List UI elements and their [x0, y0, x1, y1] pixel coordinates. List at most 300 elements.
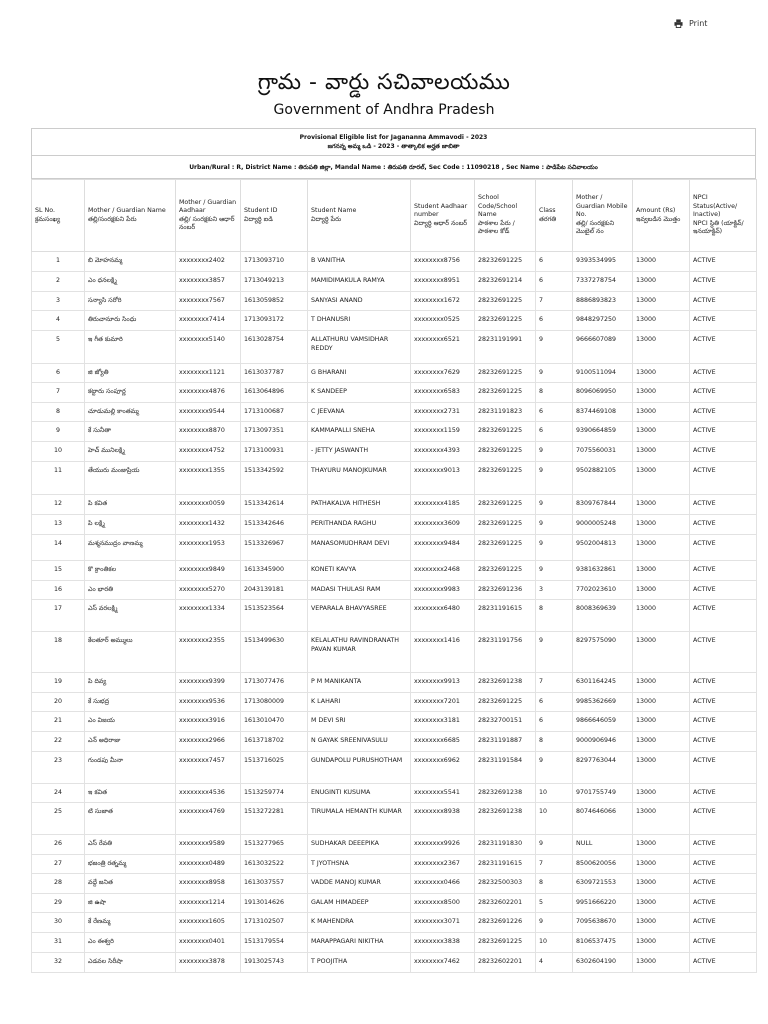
table-cell: 9: [536, 442, 573, 462]
table-cell: 8297763044: [573, 752, 633, 784]
table-cell: చూడుమల్లి కాంతమ్మ: [85, 403, 176, 422]
table-cell: xxxxxxxx3181: [411, 712, 475, 732]
table-cell: 1513523564: [241, 600, 308, 632]
table-cell: xxxxxxxx6962: [411, 752, 475, 784]
table-cell: xxxxxxxx5140: [176, 331, 241, 364]
table-cell: జి ఉషా: [85, 894, 176, 913]
table-cell: 6: [536, 403, 573, 422]
table-cell: 28232691225: [475, 535, 536, 561]
table-cell: xxxxxxxx0525: [411, 311, 475, 331]
table-cell: 9502004813: [573, 535, 633, 561]
table-row: [32, 632, 757, 673]
table-cell: 28231191584: [475, 752, 536, 784]
table-cell: xxxxxxxx1334: [176, 600, 241, 632]
table-cell: 28232700151: [475, 712, 536, 732]
table-cell: 1513342614: [241, 495, 308, 515]
table-cell: ENUGINTI KUSUMA: [308, 784, 411, 803]
table-cell: ACTIVE: [690, 292, 757, 311]
table-cell: 28232691225: [475, 422, 536, 442]
table-cell: 6: [536, 252, 573, 272]
report-filters: Urban/Rural : R, District Name : తిరుపతి జిల్లా, Mandal Name : తిరుపతి రూరల్, Sec Code : 11090218 , Sec Name : పాడిపేట సచివాలయం: [32, 156, 755, 179]
table-cell: 1713100931: [241, 442, 308, 462]
table-cell: భజంత్రి రత్నమ్మ: [85, 855, 176, 874]
table-cell: 6: [32, 364, 85, 383]
table-cell: 10: [536, 933, 573, 953]
table-cell: 13000: [633, 311, 690, 331]
table-cell: 13000: [633, 442, 690, 462]
table-cell: 1713102507: [241, 913, 308, 933]
table-cell: 9: [536, 331, 573, 364]
table-cell: 25: [32, 803, 85, 835]
table-cell: ACTIVE: [690, 561, 757, 581]
table-cell: 1913014626: [241, 894, 308, 913]
table-cell: 1513277965: [241, 835, 308, 855]
table-cell: B VANITHA: [308, 252, 411, 272]
table-cell: 9502882105: [573, 462, 633, 495]
table-cell: 28232691225: [475, 933, 536, 953]
table-cell: xxxxxxxx7201: [411, 693, 475, 712]
table-cell: 13000: [633, 383, 690, 403]
table-cell: ఇ కవిత: [85, 784, 176, 803]
table-cell: xxxxxxxx4769: [176, 803, 241, 835]
table-row: [32, 535, 757, 561]
table-cell: xxxxxxxx3071: [411, 913, 475, 933]
table-cell: 28232602201: [475, 894, 536, 913]
table-cell: xxxxxxxx4536: [176, 784, 241, 803]
table-cell: 8: [536, 732, 573, 752]
table-cell: 2043139181: [241, 581, 308, 600]
table-cell: 9: [536, 835, 573, 855]
table-row: [32, 292, 757, 311]
table-cell: xxxxxxxx9849: [176, 561, 241, 581]
table-cell: ACTIVE: [690, 535, 757, 561]
table-cell: 9393534995: [573, 252, 633, 272]
table-cell: 13000: [633, 835, 690, 855]
table-cell: ACTIVE: [690, 272, 757, 292]
table-cell: 7702023610: [573, 581, 633, 600]
table-row: [32, 835, 757, 855]
table-cell: ఎస్ వరలక్ష్మి: [85, 600, 176, 632]
table-cell: ACTIVE: [690, 673, 757, 693]
table-cell: జి జ్యోతి: [85, 364, 176, 383]
table-cell: 8: [536, 383, 573, 403]
table-cell: 31: [32, 933, 85, 953]
table-cell: xxxxxxxx1432: [176, 515, 241, 535]
table-cell: xxxxxxxx4752: [176, 442, 241, 462]
table-cell: 8: [536, 874, 573, 894]
table-cell: 13000: [633, 581, 690, 600]
table-cell: 24: [32, 784, 85, 803]
table-cell: xxxxxxxx5270: [176, 581, 241, 600]
table-cell: 29: [32, 894, 85, 913]
table-cell: 9: [536, 913, 573, 933]
table-cell: ACTIVE: [690, 632, 757, 673]
report-heading-te: జగనన్న అమ్మ ఒడి - 2023 - తాత్కాలిక అర్హత జాబితా: [327, 143, 460, 150]
table-cell: 9: [536, 364, 573, 383]
report-heading: [32, 129, 755, 156]
table-cell: 1713100687: [241, 403, 308, 422]
table-cell: 13000: [633, 364, 690, 383]
table-cell: వద్దే జనిత: [85, 874, 176, 894]
table-cell: xxxxxxxx0401: [176, 933, 241, 953]
table-row: [32, 561, 757, 581]
table-cell: 28232691225: [475, 442, 536, 462]
table-cell: 9390664859: [573, 422, 633, 442]
table-row: [32, 913, 757, 933]
table-cell: 13000: [633, 495, 690, 515]
table-cell: xxxxxxxx7457: [176, 752, 241, 784]
table-cell: 7337278754: [573, 272, 633, 292]
table-cell: 1613059852: [241, 292, 308, 311]
table-cell: 1613037787: [241, 364, 308, 383]
table-cell: ఎడవల సిరీషా: [85, 953, 176, 973]
table-cell: T JYOTHSNA: [308, 855, 411, 874]
table-cell: 11: [32, 462, 85, 495]
table-cell: 28232691214: [475, 272, 536, 292]
column-header: SL No. క్రమసంఖ్య: [32, 180, 85, 252]
table-cell: బి మోహనమ్మ: [85, 252, 176, 272]
table-cell: xxxxxxxx3916: [176, 712, 241, 732]
table-cell: K LAHARI: [308, 693, 411, 712]
table-cell: 28232691225: [475, 561, 536, 581]
table-row: [32, 422, 757, 442]
table-cell: xxxxxxxx3857: [176, 272, 241, 292]
table-cell: 8309767844: [573, 495, 633, 515]
table-cell: xxxxxxxx6521: [411, 331, 475, 364]
table-cell: 9: [536, 561, 573, 581]
table-cell: 28232691225: [475, 311, 536, 331]
table-cell: KAMMAPALLI SNEHA: [308, 422, 411, 442]
table-cell: 9000005248: [573, 515, 633, 535]
table-cell: 28231191887: [475, 732, 536, 752]
table-cell: ACTIVE: [690, 442, 757, 462]
table-cell: ACTIVE: [690, 462, 757, 495]
table-cell: 8297575090: [573, 632, 633, 673]
table-cell: ACTIVE: [690, 403, 757, 422]
table-cell: 13000: [633, 535, 690, 561]
table-cell: 6301164245: [573, 673, 633, 693]
table-row: [32, 953, 757, 973]
table-cell: 12: [32, 495, 85, 515]
table-cell: 10: [536, 803, 573, 835]
table-cell: 28231191615: [475, 855, 536, 874]
table-cell: 28232691225: [475, 252, 536, 272]
table-cell: xxxxxxxx1672: [411, 292, 475, 311]
table-cell: xxxxxxxx8951: [411, 272, 475, 292]
table-cell: 1613010470: [241, 712, 308, 732]
column-header: Student Aadhaar number విద్యార్థి ఆధార్ నంబర్: [411, 180, 475, 252]
table-cell: 22: [32, 732, 85, 752]
table-cell: ACTIVE: [690, 422, 757, 442]
table-cell: xxxxxxxx7462: [411, 953, 475, 973]
table-cell: ACTIVE: [690, 803, 757, 835]
table-cell: ACTIVE: [690, 835, 757, 855]
column-header: NPCI Status(Active/ Inactive) NPCI స్థితి (యాక్టివ్/ ఇనయాక్టివ్): [690, 180, 757, 252]
column-header: Class తరగతి: [536, 180, 573, 252]
table-cell: ACTIVE: [690, 894, 757, 913]
print-label: Print: [689, 19, 708, 28]
table-cell: 13000: [633, 855, 690, 874]
table-cell: 7095638670: [573, 913, 633, 933]
table-cell: 9985362669: [573, 693, 633, 712]
table-cell: ACTIVE: [690, 311, 757, 331]
table-cell: 13000: [633, 933, 690, 953]
table-cell: 8500620056: [573, 855, 633, 874]
table-cell: 7: [536, 673, 573, 693]
table-cell: 9100511094: [573, 364, 633, 383]
table-cell: 28232691225: [475, 292, 536, 311]
table-cell: 9: [536, 462, 573, 495]
table-cell: ACTIVE: [690, 913, 757, 933]
table-cell: టి సుజాత: [85, 803, 176, 835]
table-cell: 28232691225: [475, 364, 536, 383]
table-cell: xxxxxxxx8756: [411, 252, 475, 272]
table-cell: 20: [32, 693, 85, 712]
table-cell: 13000: [633, 600, 690, 632]
table-row: [32, 874, 757, 894]
table-cell: 28232691238: [475, 803, 536, 835]
table-cell: xxxxxxxx9926: [411, 835, 475, 855]
table-cell: xxxxxxxx0059: [176, 495, 241, 515]
table-cell: xxxxxxxx4393: [411, 442, 475, 462]
table-cell: 1613064896: [241, 383, 308, 403]
table-cell: 28232691225: [475, 693, 536, 712]
table-row: [32, 364, 757, 383]
table-row: [32, 515, 757, 535]
table-cell: 13000: [633, 462, 690, 495]
table-cell: P M MANIKANTA: [308, 673, 411, 693]
table-row: [32, 403, 757, 422]
table-cell: తేయురు మంజుప్రియ: [85, 462, 176, 495]
table-cell: 30: [32, 913, 85, 933]
table-cell: సన్యాసి సరోరి: [85, 292, 176, 311]
table-cell: xxxxxxxx3838: [411, 933, 475, 953]
table-cell: 13000: [633, 632, 690, 673]
table-cell: ఎం విజయ: [85, 712, 176, 732]
table-cell: xxxxxxxx4185: [411, 495, 475, 515]
table-cell: ACTIVE: [690, 693, 757, 712]
table-cell: ఎం ధనలక్ష్మి: [85, 272, 176, 292]
table-cell: MANASOMUDHRAM DEVI: [308, 535, 411, 561]
table-cell: 28231191756: [475, 632, 536, 673]
table-cell: 13000: [633, 894, 690, 913]
table-cell: 15: [32, 561, 85, 581]
table-cell: కొ క్రాంతికల: [85, 561, 176, 581]
table-cell: ACTIVE: [690, 752, 757, 784]
table-cell: 13000: [633, 272, 690, 292]
table-row: [32, 894, 757, 913]
table-cell: 8106537475: [573, 933, 633, 953]
table-cell: PATHAKALVA HITHESH: [308, 495, 411, 515]
table-cell: కే రేణమ్మ: [85, 913, 176, 933]
table-cell: xxxxxxxx2731: [411, 403, 475, 422]
table-cell: 10: [32, 442, 85, 462]
printer-icon: [674, 19, 683, 28]
table-cell: 28232691225: [475, 515, 536, 535]
table-cell: xxxxxxxx5541: [411, 784, 475, 803]
table-cell: 2: [32, 272, 85, 292]
table-row: [32, 272, 757, 292]
print-button[interactable]: [674, 19, 707, 28]
table-row: [32, 933, 757, 953]
table-cell: VEPARALA BHAVYASREE: [308, 600, 411, 632]
table-row: [32, 442, 757, 462]
table-cell: 13000: [633, 732, 690, 752]
table-cell: ACTIVE: [690, 252, 757, 272]
table-cell: 13000: [633, 292, 690, 311]
table-cell: 28231191830: [475, 835, 536, 855]
table-cell: NULL: [573, 835, 633, 855]
table-cell: xxxxxxxx1416: [411, 632, 475, 673]
table-cell: SUDHAKAR DEEEPIKA: [308, 835, 411, 855]
table-cell: 8886893823: [573, 292, 633, 311]
table-cell: 28232691225: [475, 383, 536, 403]
table-cell: xxxxxxxx2468: [411, 561, 475, 581]
table-cell: 28232691236: [475, 581, 536, 600]
table-row: [32, 803, 757, 835]
table-cell: - JETTY JASWANTH: [308, 442, 411, 462]
table-cell: T DHANUSRI: [308, 311, 411, 331]
table-cell: ALLATHURU VAMSIDHAR REDDY: [308, 331, 411, 364]
table-cell: 28: [32, 874, 85, 894]
page-title-english: Government of Andhra Pradesh: [273, 102, 495, 118]
table-cell: 6: [536, 311, 573, 331]
table-cell: 1613718702: [241, 732, 308, 752]
table-cell: xxxxxxxx7629: [411, 364, 475, 383]
table-cell: ACTIVE: [690, 712, 757, 732]
table-cell: 9: [536, 515, 573, 535]
table-cell: 14: [32, 535, 85, 561]
table-cell: తిరుచానూరు సింధు: [85, 311, 176, 331]
table-cell: 28232691225: [475, 495, 536, 515]
table-cell: VADDE MANOJ KUMAR: [308, 874, 411, 894]
table-cell: ACTIVE: [690, 784, 757, 803]
table-cell: ACTIVE: [690, 515, 757, 535]
table-cell: K SANDEEP: [308, 383, 411, 403]
table-cell: 13000: [633, 913, 690, 933]
table-cell: 27: [32, 855, 85, 874]
table-cell: GUNDAPOLU PURUSHOTHAM: [308, 752, 411, 784]
table-cell: xxxxxxxx9913: [411, 673, 475, 693]
table-cell: 1513342592: [241, 462, 308, 495]
table-cell: 7: [32, 383, 85, 403]
table-cell: 13000: [633, 752, 690, 784]
table-cell: పి కవిత: [85, 495, 176, 515]
table-cell: 32: [32, 953, 85, 973]
table-cell: కేలతూర్ అమ్ములు: [85, 632, 176, 673]
table-cell: 1613037557: [241, 874, 308, 894]
table-cell: 13000: [633, 673, 690, 693]
table-cell: 1513499630: [241, 632, 308, 673]
table-row: [32, 693, 757, 712]
table-row: [32, 732, 757, 752]
table-cell: ఎం ఈశ్వరి: [85, 933, 176, 953]
table-cell: MARAPPAGARI NIKITHA: [308, 933, 411, 953]
table-row: [32, 383, 757, 403]
table-cell: M DEVI SRI: [308, 712, 411, 732]
table-cell: xxxxxxxx8870: [176, 422, 241, 442]
table-cell: 8: [536, 600, 573, 632]
table-row: [32, 331, 757, 364]
table-cell: N GAYAK SREENIVASULU: [308, 732, 411, 752]
column-header: Student ID విద్యార్థి ఐడి: [241, 180, 308, 252]
table-cell: xxxxxxxx6583: [411, 383, 475, 403]
table-cell: 8074646066: [573, 803, 633, 835]
table-cell: 1713093710: [241, 252, 308, 272]
table-cell: xxxxxxxx2966: [176, 732, 241, 752]
table-cell: 9666607089: [573, 331, 633, 364]
table-cell: KONETI KAVYA: [308, 561, 411, 581]
table-cell: xxxxxxxx1953: [176, 535, 241, 561]
table-cell: 9848297250: [573, 311, 633, 331]
table-row: [32, 752, 757, 784]
table-cell: 1713080009: [241, 693, 308, 712]
table-cell: T POOJITHA: [308, 953, 411, 973]
table-cell: 1713097351: [241, 422, 308, 442]
table-cell: 13000: [633, 331, 690, 364]
table-cell: పి దివ్య: [85, 673, 176, 693]
table-row: [32, 495, 757, 515]
table-cell: కే సునీతా: [85, 422, 176, 442]
table-cell: 8374469108: [573, 403, 633, 422]
page-title-telugu: గ్రామ - వార్డు సచివాలయము: [257, 70, 511, 95]
table-cell: ACTIVE: [690, 495, 757, 515]
table-cell: SANYASI ANAND: [308, 292, 411, 311]
table-cell: xxxxxxxx2367: [411, 855, 475, 874]
table-cell: 17: [32, 600, 85, 632]
table-cell: కట్టారు సంపూర్ణ: [85, 383, 176, 403]
table-cell: 18: [32, 632, 85, 673]
table-cell: 1613028754: [241, 331, 308, 364]
table-cell: 4: [32, 311, 85, 331]
table-cell: 6: [536, 693, 573, 712]
table-cell: ఇ గీత కుమారి: [85, 331, 176, 364]
table-row: [32, 581, 757, 600]
table-cell: 28232691238: [475, 673, 536, 693]
table-cell: ACTIVE: [690, 732, 757, 752]
table-cell: ఎం భారతి: [85, 581, 176, 600]
table-row: [32, 311, 757, 331]
table-cell: 28231191615: [475, 600, 536, 632]
table-row: [32, 252, 757, 272]
table-cell: 8008369639: [573, 600, 633, 632]
table-cell: 9000906946: [573, 732, 633, 752]
table-cell: xxxxxxxx0466: [411, 874, 475, 894]
table-cell: MAMIDIMAKULA RAMYA: [308, 272, 411, 292]
table-cell: మశ్మనముద్రం వాణమ్మ: [85, 535, 176, 561]
column-header: School Code/School Name పాఠశాల పేరు / పాఠశాల కోడ్: [475, 180, 536, 252]
table-cell: కే సుభద్ర: [85, 693, 176, 712]
table-cell: THAYURU MANOJKUMAR: [308, 462, 411, 495]
eligible-list-table: [31, 179, 757, 973]
table-cell: xxxxxxxx1355: [176, 462, 241, 495]
table-cell: C JEEVANA: [308, 403, 411, 422]
table-cell: ఎన్ అధిరాజు: [85, 732, 176, 752]
table-cell: ఎస్ రేవతి: [85, 835, 176, 855]
table-cell: 23: [32, 752, 85, 784]
table-cell: xxxxxxxx1159: [411, 422, 475, 442]
table-cell: 9: [32, 422, 85, 442]
table-cell: xxxxxxxx9983: [411, 581, 475, 600]
table-cell: 1713049213: [241, 272, 308, 292]
table-cell: 28232602201: [475, 953, 536, 973]
table-cell: 5: [32, 331, 85, 364]
table-cell: 3: [32, 292, 85, 311]
table-row: [32, 462, 757, 495]
table-cell: 13000: [633, 693, 690, 712]
table-cell: xxxxxxxx0489: [176, 855, 241, 874]
table-cell: 1513259774: [241, 784, 308, 803]
